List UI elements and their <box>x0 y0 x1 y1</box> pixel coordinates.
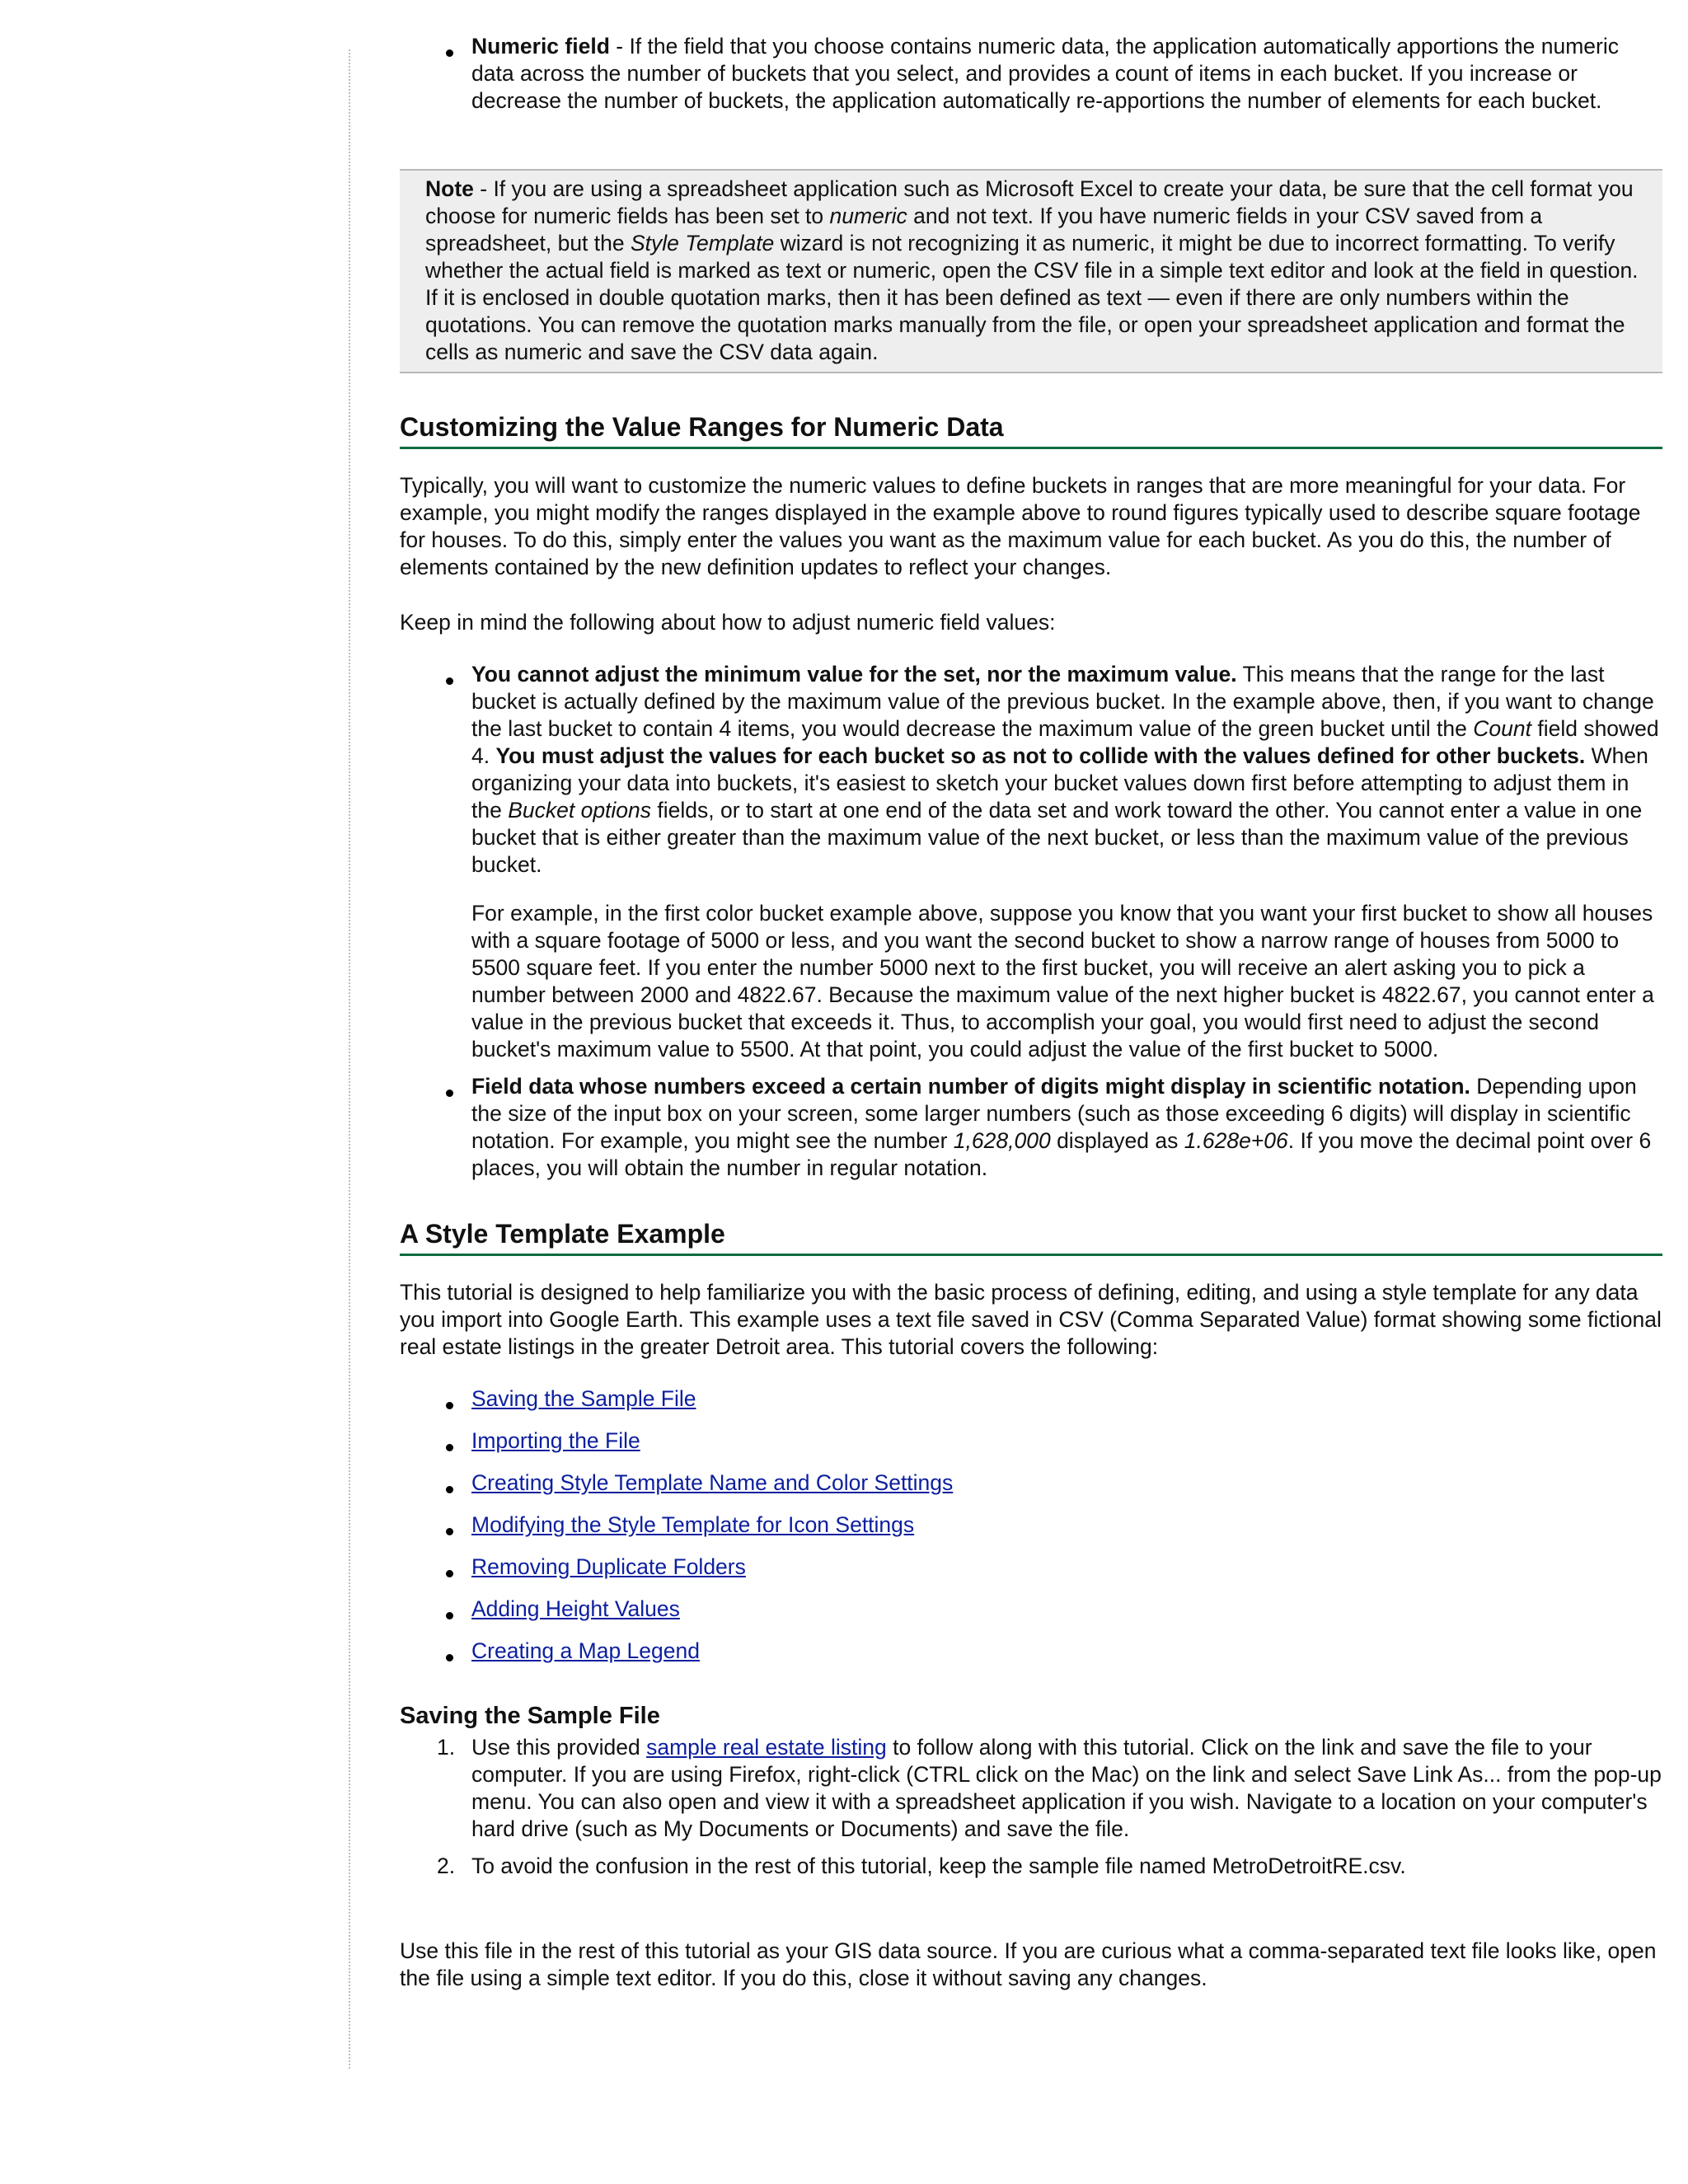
list-item <box>400 1853 1662 1880</box>
sub-heading-saving: Saving the Sample File <box>400 1703 660 1729</box>
list-item <box>400 33 1662 115</box>
paragraph: Keep in mind the following about how to adjust numeric field values: <box>400 610 1056 635</box>
link-name-color-settings[interactable]: Creating Style Template Name and Color Settings <box>471 1470 954 1495</box>
bullet-paragraph <box>471 1073 1662 1182</box>
saving-steps-list <box>400 1734 1662 1880</box>
note-text: - If you are using a spreadsheet application such as Microsoft Excel to create your data, be sure that the cell format you choose for numeric fields has been set to <box>425 176 1634 228</box>
text: To avoid the confusion in the rest of this tutorial, keep the sample file named MetroDetroitRE.csv. <box>471 1854 1406 1878</box>
bold-text: You cannot adjust the minimum value for the set, nor the maximum value. <box>471 662 1237 687</box>
paragraph: Use this file in the rest of this tutorial as your GIS data source. If you are curious what a comma-separated text file looks like, open the file using a simple text editor. If you do this, close it without saving any changes. <box>400 1938 1657 1990</box>
list-item <box>400 1511 1662 1539</box>
link-saving-sample-file[interactable]: Saving the Sample File <box>471 1386 696 1411</box>
bold-text: You must adjust the values for each bucket so as not to collide with the values defined for other buckets. <box>495 743 1586 768</box>
step-number: 2. <box>437 1854 456 1878</box>
paragraph: This tutorial is designed to help familiarize you with the basic process of defining, editing, and using a style template for any data you import into Google Earth. This example uses a text file saved in CSV (Comma Separated Value) format showing some fictional real estate listings in the greater Detroit area. This tutorial covers the following: <box>400 1280 1662 1359</box>
text: to follow along with this tutorial. Click on the link and save the file to your computer. If you are using Firefox, right-click (CTRL click on the Mac) on the link and select Save Link As... from the pop-up menu. You can also open and view it with a spreadsheet application if you wish. Navigate to a location on your computer's hard drive (such as My Documents or Documents) and save the file. <box>471 1735 1662 1841</box>
list-item <box>400 1734 1662 1843</box>
note-text: wizard is not recognizing it as numeric, it might be due to incorrect formatting. To verify whether the actual field is marked as text or numeric, open the CSV file in a simple text editor and look at the field in question. If it is enclosed in double quotation marks, then it has been defined as text — even if there are only numbers within the quotations. You can remove the quotation marks manually from the file, or open your spreadsheet application and format the cells as numeric and save the CSV data again. <box>425 231 1639 364</box>
link-map-legend[interactable]: Creating a Map Legend <box>471 1638 700 1663</box>
note-emphasis: numeric <box>829 204 907 228</box>
bullet-paragraph-example: For example, in the first color bucket example above, suppose you know that you want your first bucket to show all houses with a square footage of 5000 or less, and you want the second bucket to show a narrow range of houses from 5000 to 5500 square feet. If you enter the number 5000 next to the first bucket, you will receive an alert asking you to pick a number between 2000 and 4822.67. Because the maximum value of the next higher bucket is 4822.67, you cannot enter a value in the previous bucket that exceeds it. Thus, to accomplish your goal, you would first need to adjust the second bucket's maximum value to 5500. At that point, you could adjust the value of the first bucket to 5000. <box>471 901 1654 1062</box>
emphasis: Bucket options <box>508 798 652 823</box>
tutorial-links-list <box>400 1385 1662 1665</box>
link-adding-height[interactable]: Adding Height Values <box>471 1596 680 1621</box>
bold-text: Field data whose numbers exceed a certain number of digits might display in scientific notation. <box>471 1074 1470 1099</box>
emphasis: 1,628,000 <box>953 1128 1051 1153</box>
step-number: 1. <box>437 1735 456 1760</box>
text: When organizing your data into buckets, it's easiest to sketch your bucket values down first before attempting to adjust them in the <box>471 743 1648 823</box>
numeric-field-paragraph <box>471 33 1662 115</box>
numeric-tips-list <box>400 661 1662 1182</box>
main-content <box>400 33 1662 1992</box>
list-item <box>400 1554 1662 1581</box>
section-heading-style-example: A Style Template Example <box>400 1218 1662 1256</box>
paragraph: Typically, you will want to customize the numeric values to define buckets in ranges that are more meaningful for your data. For example, you might modify the ranges displayed in the example above to round figures typically used to describe square footage for houses. To do this, simply enter the values you want as the maximum value for each bucket. As you do this, the number of elements contained by the new definition updates to reflect your changes. <box>400 473 1641 579</box>
list-item <box>400 1385 1662 1413</box>
note-box <box>400 169 1662 373</box>
numeric-field-list <box>400 33 1662 115</box>
text: displayed as <box>1050 1128 1184 1153</box>
note-text: and not text. If you have numeric fields in your CSV saved from a spreadsheet, but the <box>425 204 1543 255</box>
numeric-field-term: Numeric field <box>471 34 610 59</box>
link-importing-file[interactable]: Importing the File <box>471 1428 640 1453</box>
bullet-paragraph <box>471 661 1662 879</box>
text: . If you move the decimal point over 6 places, you will obtain the number in regular notation. <box>471 1128 1652 1180</box>
text: field showed 4. <box>471 716 1659 768</box>
numeric-field-text: - If the field that you choose contains numeric data, the application automatically apportions the numeric data across the number of buckets that you select, and provides a count of items in each bucket. If you increase or decrease the number of buckets, the application automatically re-apportions the number of elements for each bucket. <box>471 34 1620 113</box>
link-removing-duplicates[interactable]: Removing Duplicate Folders <box>471 1554 746 1579</box>
note-label: Note <box>425 176 474 201</box>
list-item <box>400 1469 1662 1497</box>
list-item <box>400 1596 1662 1623</box>
list-item <box>400 1638 1662 1665</box>
emphasis: 1.628e+06 <box>1184 1128 1288 1153</box>
link-icon-settings[interactable]: Modifying the Style Template for Icon Settings <box>471 1512 915 1537</box>
list-item <box>400 1073 1662 1182</box>
text: Depending upon the size of the input box on your screen, some larger numbers (such as those exceeding 6 digits) will display in scientific notation. For example, you might see the number <box>471 1074 1637 1153</box>
emphasis: Count <box>1473 716 1531 741</box>
section-heading-customizing: Customizing the Value Ranges for Numeric Data <box>400 411 1662 449</box>
sidebar-divider <box>349 49 350 2069</box>
list-item <box>400 661 1662 1063</box>
sample-listing-link[interactable]: sample real estate listing <box>646 1735 887 1760</box>
text: fields, or to start at one end of the data set and work toward the other. You cannot enter a value in one bucket that is either greater than the maximum value of the next bucket, or less than the maximum value of the previous bucket. <box>471 798 1643 877</box>
list-item <box>400 1427 1662 1455</box>
note-emphasis: Style Template <box>630 231 775 255</box>
text: Use this provided <box>471 1735 647 1760</box>
text: This means that the range for the last bucket is actually defined by the maximum value of the previous bucket. In the example above, then, if you want to change the last bucket to contain 4 items, you would decrease the maximum value of the green bucket until the <box>471 662 1654 741</box>
